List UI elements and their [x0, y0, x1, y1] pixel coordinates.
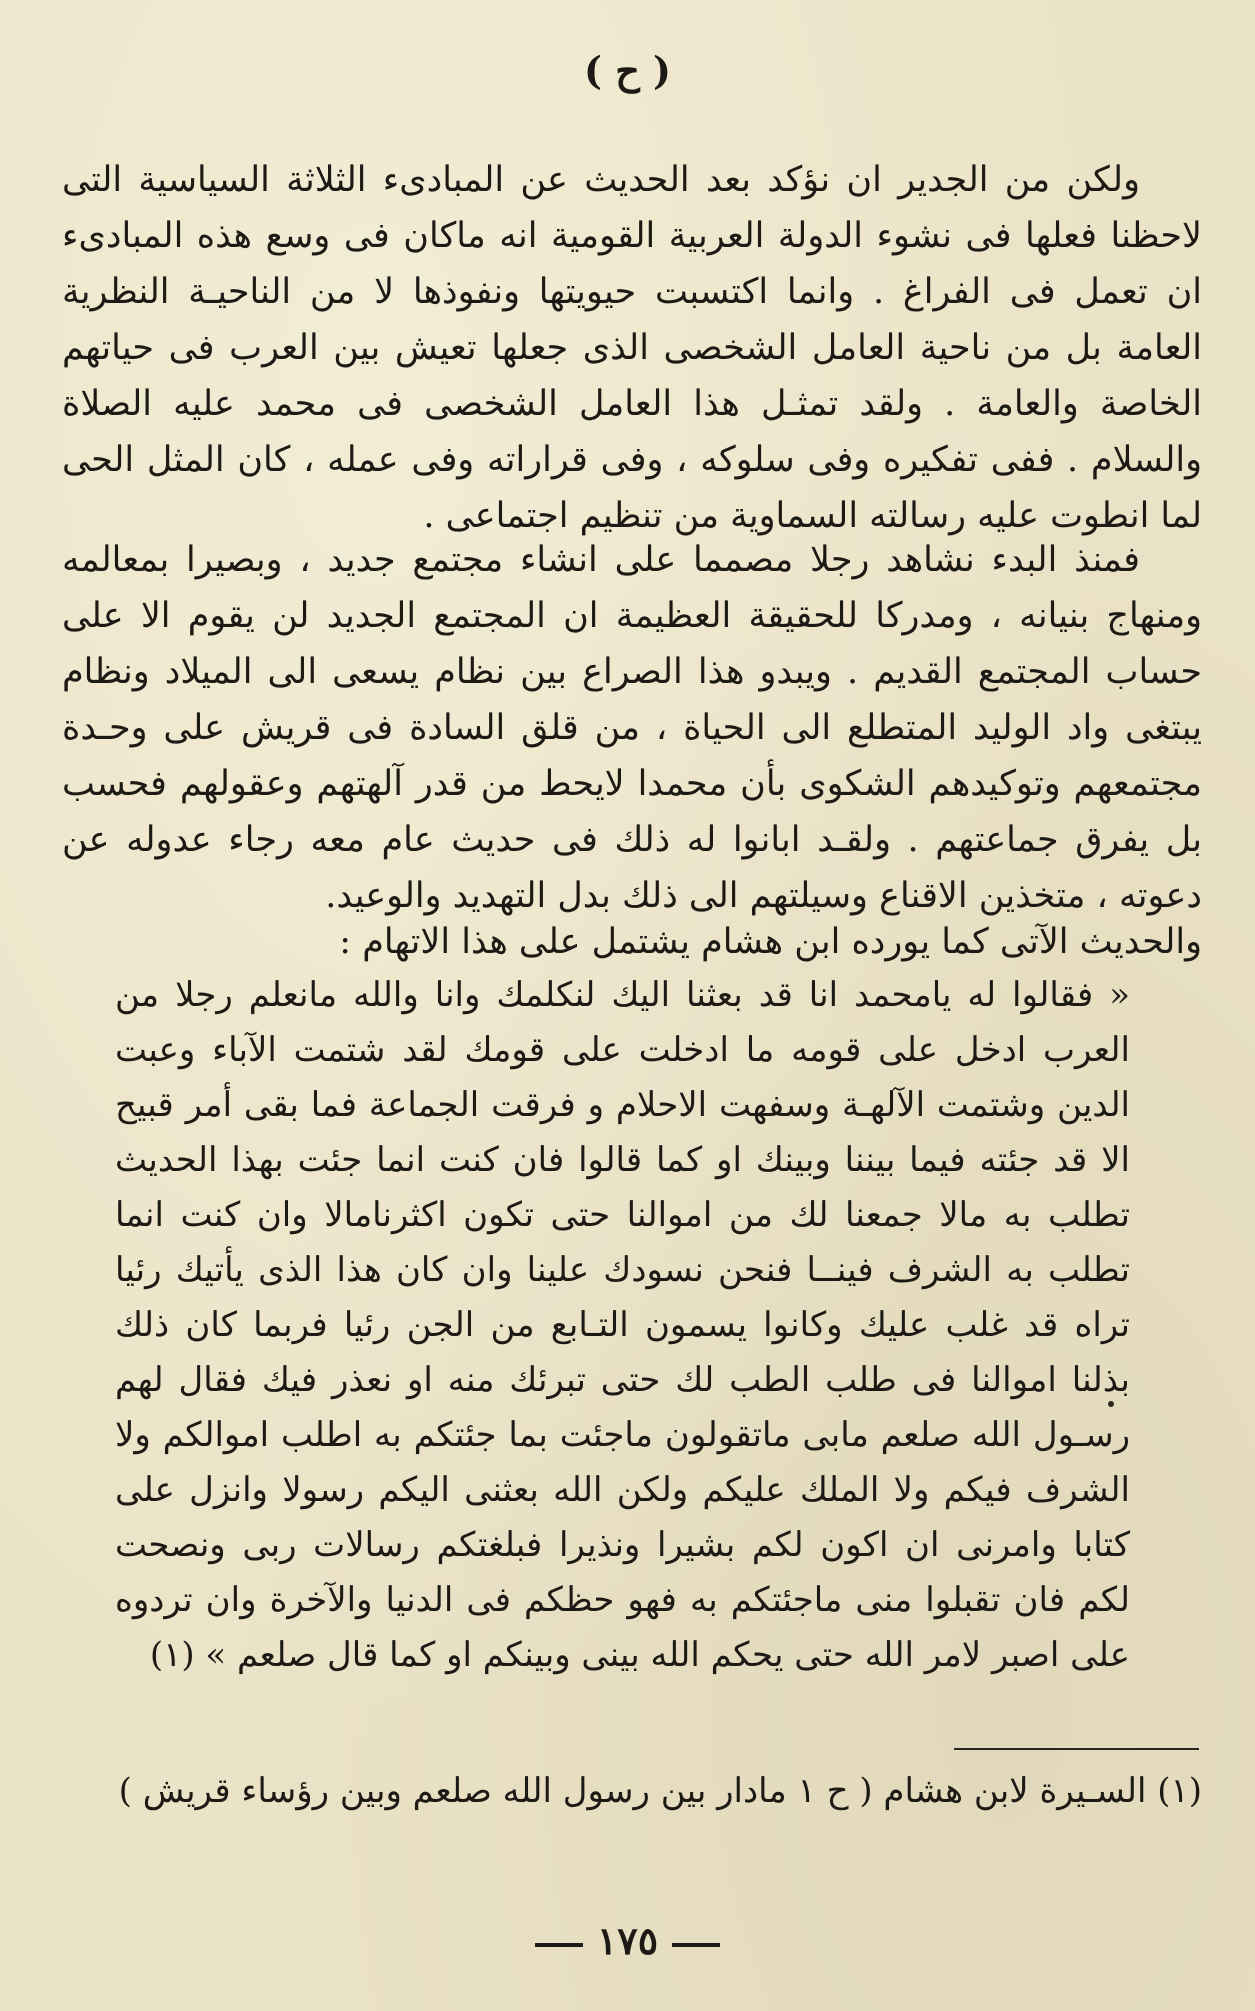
paragraph-1-text: ولكن من الجدير ان نؤكد بعد الحديث عن المبادىء الثلاثة السياسية التى لاحظنا فعلها فى نشوء الدولة العربية القومية انه ماكان فى وسع هذه المبادىء ان تعمل فى الفراغ . وانما اكتسبت حيويتها ونفوذها لا من الناحيـة النظرية العامة بل من ناحية العامل الشخصى الذى جعلها تعيش بين العرب فى حياتهم الخاصة والعامة . ولقد تمثـل هذا العامل الشخصى فى محمد عليه الصلاة والسلام . ففى تفكيره وفى سلوكه ، وفى قراراته وفى عمله ، كان المثل الحى لما انطوت عليه رسالته السماوية من تنظيم اجتماعى .: [62, 160, 1202, 536]
quoted-passage: « فقالوا له يامحمد انا قد بعثنا اليك لنكلمك وانا والله مانعلم رجلا من العرب ادخل على قومه ما ادخلت على قومك لقد شتمت الآباء وعبت الدين وشتمت الآلهـة وسفهت الاحلام و فرقت الجماعة فما بقى أمر قبيح الا قد جئته فيما بيننا وبينك او كما قالوا فان كنت انما جئت بهذا الحديث تطلب به مالا جمعنا لك من اموالنا حتى تكون اكثرنامالا وان كنت انما تطلب به الشرف فينــا فنحن نسودك علينا وان كان هذا الذى يأتيك رئيا تراه قد غلب عليك وكانوا يسمون التـابع من الجن رئيا فربما كان ذلك بذلنا اموالنا فى طلب الطب لك حتى تبرئك منه او نعذر فيك فقال لهم رسـول الله صلعم مابى ماتقولون ماجئت بما جئتكم به اطلب اموالكم ولا الشرف فيكم ولا الملك عليكم ولكن الله بعثنى اليكم رسولا وانزل على كتابا وامرنى ان اكون لكم بشيرا ونذيرا فبلغتكم رسالات ربى ونصحت لكم فان تقبلوا منى ماجئتكم به فهو حظكم فى الدنيا والآخرة وان تردوه على اصبر لامر الله حتى يحكم الله بينى وبينكم او كما قال صلعم » (١): [115, 975, 1131, 1675]
footer-dash-right: [535, 1943, 583, 1947]
page-footer: [0, 1918, 1255, 1963]
footnote: (١) السـيرة لابن هشام ( ح ١ مادار بين رسول الله صلعم وبين رؤساء قريش ): [118, 1771, 1202, 1811]
section-letter-header: ( ح ): [584, 48, 671, 93]
footnote-divider: [954, 1748, 1199, 1750]
paragraph-3-quote-intro: والحديث الآتى كما يورده ابن هشام يشتمل على هذا الاتهام :: [339, 922, 1202, 962]
paragraph-2-text: فمنذ البدء نشاهد رجلا مصمما على انشاء مجتمع جديد ، وبصيرا بمعالمه ومنهاج بنيانه ، ومدركا للحقيقة العظيمة ان المجتمع الجديد لن يقوم الا على حساب المجتمع القديم . ويبدو هذا الصراع بين نظام يسعى الى الميلاد ونظام يبتغى واد الوليد المتطلع الى الحياة ، من قلق السادة فى قريش على وحـدة مجتمعهم وتوكيدهم الشكوى بأن محمدا لايحط من قدر آلهتهم وعقولهم فحسب بل يفرق جماعتهم . ولقـد ابانوا له ذلك فى حديث عام معه رجاء عدوله عن دعوته ، متخذين الاقناع وسيلتهم الى ذلك بدل التهديد والوعيد.: [62, 540, 1203, 916]
page-number: ١٧٥: [596, 1918, 659, 1963]
footer-dash-left: [672, 1943, 720, 1947]
margin-dot: [1108, 1401, 1114, 1407]
paragraph-1: [62, 152, 1202, 544]
paragraph-2: [62, 532, 1202, 924]
